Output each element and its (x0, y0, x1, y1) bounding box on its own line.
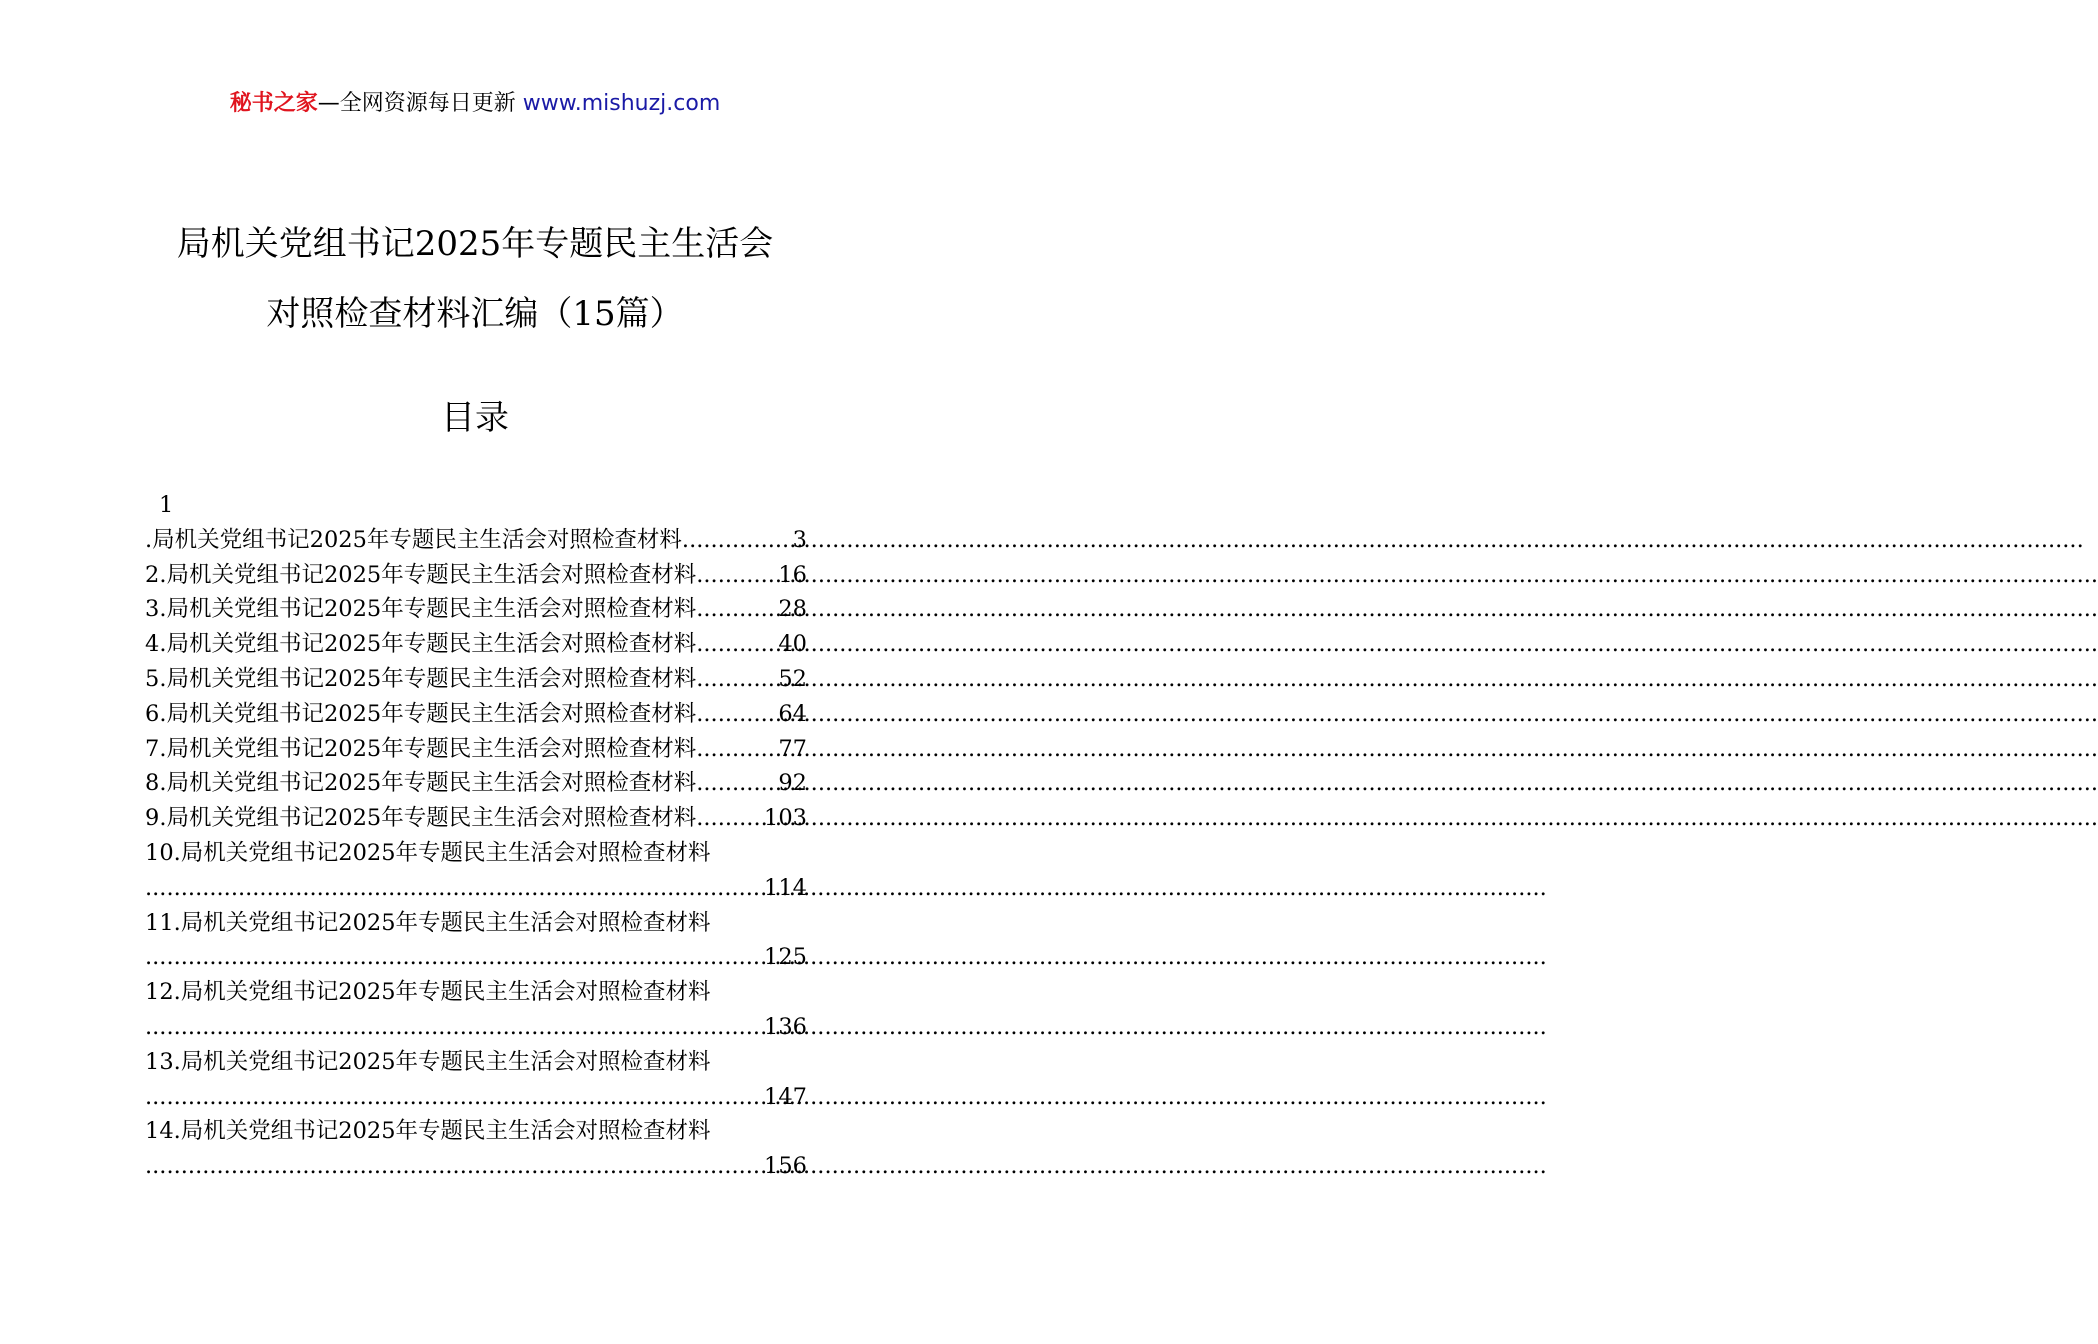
toc-dot-leader (145, 1149, 764, 1184)
toc-entry-title-line (145, 906, 807, 941)
toc-dot-leader (696, 732, 778, 767)
toc-page-number: 103 (764, 805, 807, 832)
toc-dot-leader (145, 1080, 764, 1115)
toc-entry[interactable] (145, 1045, 807, 1115)
toc-page-number: 28 (778, 596, 807, 623)
toc-dot-leader (696, 697, 778, 732)
toc-entry[interactable] (145, 697, 807, 732)
toc-page-number: 156 (764, 1153, 807, 1180)
brand-name: 秘书之家 (229, 91, 318, 116)
toc-entry[interactable] (145, 1114, 807, 1184)
site-url-link[interactable]: www.mishuzj.com (522, 91, 721, 116)
toc-dot-leader (696, 766, 778, 801)
toc-entry[interactable] (145, 523, 807, 558)
toc-dot-leader (145, 1010, 764, 1045)
toc-page-number: 147 (764, 1083, 807, 1110)
toc-entry-leader-line (145, 1149, 807, 1184)
toc-entry-title: 8.局机关党组书记2025年专题民主生活会对照检查材料 (145, 770, 697, 797)
toc-heading: 目录 (441, 398, 509, 438)
toc-page-number: 16 (778, 561, 807, 588)
toc-entry-leader-line (145, 1080, 807, 1115)
toc-page-number: 3 (792, 526, 807, 553)
toc-entry[interactable] (145, 592, 807, 627)
toc-dot-leader (682, 523, 793, 558)
toc-entry-title: 3.局机关党组书记2025年专题民主生活会对照检查材料 (145, 596, 697, 623)
toc-entry[interactable] (145, 801, 807, 836)
toc-entry-title: 14.局机关党组书记2025年专题民主生活会对照检查材料 (145, 1118, 711, 1145)
toc-entry-leader-line (145, 940, 807, 975)
toc-first-number (145, 488, 807, 523)
toc-entry-title: 6.局机关党组书记2025年专题民主生活会对照检查材料 (145, 700, 697, 727)
toc-entry-title-line (145, 1114, 807, 1149)
toc-page-number: 136 (764, 1013, 807, 1040)
toc-entry-title: 5.局机关党组书记2025年专题民主生活会对照检查材料 (145, 665, 697, 692)
toc-dot-leader (696, 627, 778, 662)
header-slogan: —全网资源每日更新 (317, 91, 523, 116)
toc-dot-leader (145, 940, 764, 975)
toc-page-number: 77 (778, 735, 807, 762)
document-page (0, 0, 950, 1344)
document-title-line-2: 对照检查材料汇编（15篇） (266, 294, 684, 334)
toc-entry-title: 7.局机关党组书记2025年专题民主生活会对照检查材料 (145, 735, 697, 762)
site-header (0, 88, 950, 120)
toc-dot-leader (145, 871, 764, 906)
toc-dot-leader (696, 592, 778, 627)
toc-dot-leader (696, 558, 778, 593)
toc-entry[interactable] (145, 906, 807, 976)
toc-entry-title: 13.局机关党组书记2025年专题民主生活会对照检查材料 (145, 1048, 711, 1075)
toc-entry[interactable] (145, 975, 807, 1045)
toc-entry-title: 9.局机关党组书记2025年专题民主生活会对照检查材料 (145, 805, 697, 832)
toc-entry-title: 12.局机关党组书记2025年专题民主生活会对照检查材料 (145, 979, 711, 1006)
toc-entry[interactable] (145, 732, 807, 767)
document-title-line-1: 局机关党组书记2025年专题民主生活会 (176, 224, 774, 264)
toc-entry[interactable] (145, 766, 807, 801)
toc-dot-leader (696, 662, 778, 697)
toc-page-number: 125 (764, 944, 807, 971)
toc-entry-title-line (145, 1045, 807, 1080)
toc-entry[interactable] (145, 558, 807, 593)
toc-page-number: 114 (764, 874, 807, 901)
toc-entry[interactable] (145, 662, 807, 697)
toc-entry-title: 4.局机关党组书记2025年专题民主生活会对照检查材料 (145, 631, 697, 658)
toc-page-number: 52 (778, 665, 807, 692)
toc-dot-leader (696, 801, 764, 836)
toc-entry-leader-line (145, 871, 807, 906)
toc-entry-title-line (145, 836, 807, 871)
toc-entry-title: 2.局机关党组书记2025年专题民主生活会对照检查材料 (145, 561, 697, 588)
toc-entry-title-line (145, 975, 807, 1010)
toc-entry-title: 11.局机关党组书记2025年专题民主生活会对照检查材料 (145, 909, 711, 936)
toc-page-number: 64 (778, 700, 807, 727)
toc-entry-title: .局机关党组书记2025年专题民主生活会对照检查材料 (145, 526, 682, 553)
table-of-contents (145, 488, 807, 1184)
toc-entry-number: 1 (159, 492, 174, 518)
toc-page-number: 92 (778, 770, 807, 797)
toc-page-number: 40 (778, 631, 807, 658)
toc-entry[interactable] (145, 627, 807, 662)
toc-entry-leader-line (145, 1010, 807, 1045)
toc-entry[interactable] (145, 836, 807, 906)
toc-entry-title: 10.局机关党组书记2025年专题民主生活会对照检查材料 (145, 839, 711, 866)
